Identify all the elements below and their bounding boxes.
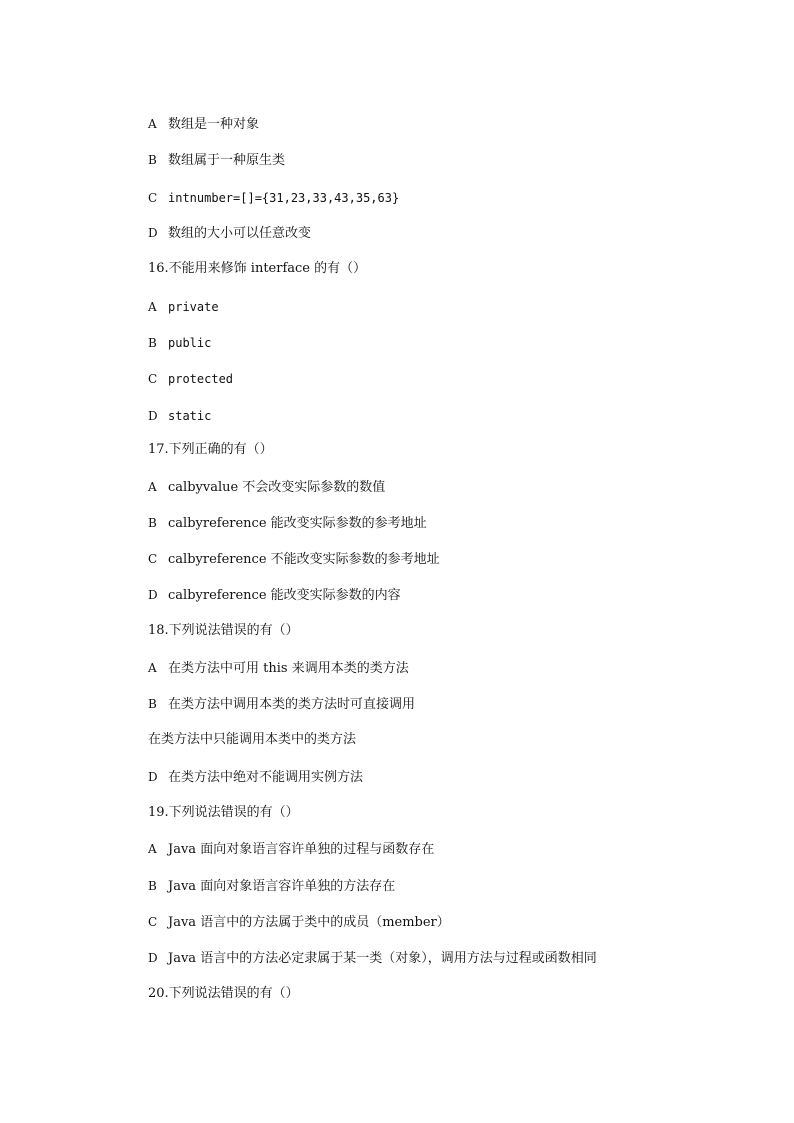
question-line [148,260,366,278]
option-line [148,224,311,243]
option-letter: D [148,226,158,240]
question-text: 17.下列正确的有（） [148,442,273,457]
option-text: private [168,300,219,314]
option-text: Java 语言中的方法属于类中的成员（member） [168,915,450,930]
option-text: 在类方法中调用本类的类方法时可直接调用 [168,697,416,712]
option-letter: B [148,516,157,530]
option-letter: C [148,191,158,205]
question-text: 20.下列说法错误的有（） [148,986,299,1001]
option-line [148,115,259,134]
question-line [148,804,299,822]
option-text: 数组属于一种原生类 [168,153,286,168]
option-text: 数组是一种对象 [168,117,260,132]
option-line [148,514,427,533]
option-line [148,659,409,678]
option-text: public [168,336,212,350]
question-line [148,441,273,459]
option-letter: A [148,480,157,494]
option-text: 在类方法中可用 this 来调用本类的类方法 [168,661,409,676]
option-text: 数组的大小可以任意改变 [168,226,312,241]
option-text: Java 语言中的方法必定隶属于某一类（对象），调用方法与过程或函数相同 [168,951,597,966]
option-letter: A [148,661,157,675]
question-line [148,622,299,640]
option-line [148,478,385,497]
option-line [148,877,395,896]
option-text: 在类方法中只能调用本类中的类方法 [148,732,357,747]
question-line [148,985,299,1003]
option-text: Java 面向对象语言容许单独的过程与函数存在 [168,842,435,857]
option-text: intnumber=[]={31,23,33,43,35,63} [168,191,400,205]
option-line [148,586,401,605]
option-text: calbyvalue 不会改变实际参数的数值 [168,480,386,495]
option-text: static [168,409,212,423]
option-letter: B [148,697,157,711]
option-letter: B [148,879,157,893]
option-letter: C [148,552,158,566]
question-text: 16.不能用来修饰 interface 的有（） [148,261,367,276]
option-letter: D [148,951,158,965]
option-letter: D [148,588,158,602]
option-letter: D [148,409,158,423]
option-text: calbyreference 能改变实际参数的内容 [168,588,401,603]
option-letter: A [148,842,157,856]
option-letter: C [148,372,158,386]
option-line [148,949,597,968]
question-text: 19.下列说法错误的有（） [148,805,299,820]
option-line [148,840,434,859]
option-text: Java 面向对象语言容许单独的方法存在 [168,879,396,894]
option-letter: D [148,770,158,784]
option-line [148,370,233,389]
option-letter: A [148,117,157,131]
option-line [148,768,363,787]
option-line [148,550,440,569]
option-line [148,407,211,426]
option-text: calbyreference 能改变实际参数的参考地址 [168,516,427,531]
option-text: protected [168,372,234,386]
option-text: calbyreference 不能改变实际参数的参考地址 [168,552,440,567]
option-letter: B [148,153,157,167]
option-letter: C [148,915,158,929]
option-line [148,298,219,317]
option-line [148,731,356,749]
option-line [148,695,415,714]
question-text: 18.下列说法错误的有（） [148,623,299,638]
option-line [148,913,450,932]
option-letter: B [148,336,157,350]
option-text: 在类方法中绝对不能调用实例方法 [168,770,364,785]
option-line [148,189,399,208]
option-line [148,334,211,353]
option-letter: A [148,300,157,314]
option-line [148,151,285,170]
